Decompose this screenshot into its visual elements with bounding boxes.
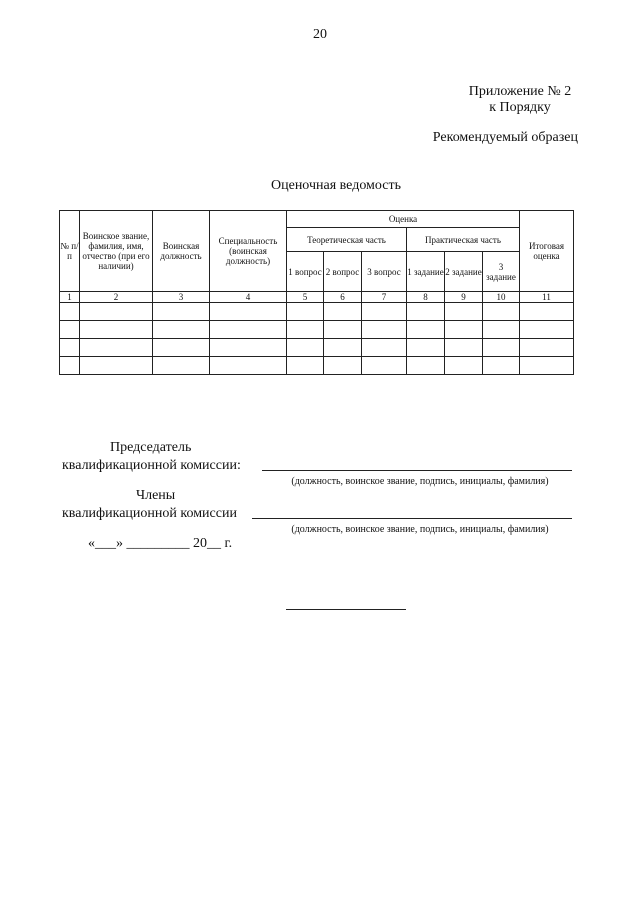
table-row bbox=[60, 303, 574, 321]
chair-signature-line[interactable] bbox=[262, 470, 572, 471]
table-cell[interactable] bbox=[520, 357, 574, 375]
header-num: № п/п bbox=[60, 211, 80, 292]
appendix-subtitle: к Порядку bbox=[489, 100, 551, 115]
table-cell[interactable] bbox=[153, 357, 210, 375]
members-signature-line[interactable] bbox=[252, 518, 572, 519]
table-row bbox=[60, 339, 574, 357]
table-cell[interactable] bbox=[407, 321, 445, 339]
members-commission-label: квалификационной комиссии bbox=[62, 506, 237, 521]
column-number: 3 bbox=[153, 292, 210, 303]
table-cell[interactable] bbox=[60, 321, 80, 339]
column-number: 1 bbox=[60, 292, 80, 303]
chair-commission-label: квалификационной комиссии: bbox=[62, 458, 241, 473]
table-row bbox=[60, 321, 574, 339]
header-question-1: 1 вопрос bbox=[287, 252, 324, 292]
column-number: 6 bbox=[324, 292, 362, 303]
table-cell[interactable] bbox=[407, 339, 445, 357]
table-cell[interactable] bbox=[362, 339, 407, 357]
members-title: Члены bbox=[136, 488, 176, 503]
header-task-1: 1 задание bbox=[407, 252, 445, 292]
column-number: 8 bbox=[407, 292, 445, 303]
document-title: Оценочная ведомость bbox=[271, 178, 401, 193]
column-number: 7 bbox=[362, 292, 407, 303]
table-cell[interactable] bbox=[324, 321, 362, 339]
appendix-title: Приложение № 2 bbox=[468, 84, 572, 99]
table-cell[interactable] bbox=[80, 339, 153, 357]
column-number: 4 bbox=[210, 292, 287, 303]
table-cell[interactable] bbox=[407, 357, 445, 375]
table-cell[interactable] bbox=[324, 339, 362, 357]
column-number-row bbox=[60, 292, 574, 303]
header-final-grade: Итоговая оценка bbox=[520, 211, 574, 292]
table-cell[interactable] bbox=[60, 303, 80, 321]
header-task-2: 2 задание bbox=[445, 252, 483, 292]
table-cell[interactable] bbox=[362, 357, 407, 375]
table-cell[interactable] bbox=[80, 321, 153, 339]
table-cell[interactable] bbox=[287, 357, 324, 375]
members-signature-hint: (должность, воинское звание, подпись, инициалы, фамилия) bbox=[291, 524, 549, 535]
table-cell[interactable] bbox=[520, 321, 574, 339]
column-number: 9 bbox=[445, 292, 483, 303]
table-cell[interactable] bbox=[445, 357, 483, 375]
chair-signature-hint: (должность, воинское звание, подпись, инициалы, фамилия) bbox=[291, 476, 549, 487]
table-cell[interactable] bbox=[60, 357, 80, 375]
table-cell[interactable] bbox=[287, 339, 324, 357]
table-cell[interactable] bbox=[445, 303, 483, 321]
table-cell[interactable] bbox=[153, 303, 210, 321]
table-cell[interactable] bbox=[445, 339, 483, 357]
header-name: Воинское звание, фамилия, имя, отчество (при его наличии) bbox=[80, 211, 153, 292]
table-cell[interactable] bbox=[153, 321, 210, 339]
table-cell[interactable] bbox=[445, 321, 483, 339]
table-cell[interactable] bbox=[210, 339, 287, 357]
table-cell[interactable] bbox=[324, 303, 362, 321]
bottom-rule bbox=[286, 609, 406, 610]
table-cell[interactable] bbox=[153, 339, 210, 357]
table-cell[interactable] bbox=[324, 357, 362, 375]
table-cell[interactable] bbox=[520, 303, 574, 321]
page-number: 20 bbox=[313, 27, 327, 42]
column-number: 2 bbox=[80, 292, 153, 303]
column-number: 11 bbox=[520, 292, 574, 303]
grade-sheet-table bbox=[59, 210, 574, 375]
table-cell[interactable] bbox=[362, 321, 407, 339]
header-practice: Практическая часть bbox=[407, 228, 520, 252]
header-position: Воинская должность bbox=[153, 211, 210, 292]
table-cell[interactable] bbox=[210, 357, 287, 375]
table-cell[interactable] bbox=[483, 339, 520, 357]
table-cell[interactable] bbox=[407, 303, 445, 321]
table-row bbox=[60, 357, 574, 375]
table-cell[interactable] bbox=[80, 303, 153, 321]
table-cell[interactable] bbox=[483, 303, 520, 321]
header-specialty: Специальность (воинская должность) bbox=[210, 211, 287, 292]
table-cell[interactable] bbox=[483, 321, 520, 339]
header-question-3: 3 вопрос bbox=[362, 252, 407, 292]
table-cell[interactable] bbox=[210, 321, 287, 339]
column-number: 5 bbox=[287, 292, 324, 303]
header-task-3: 3 задание bbox=[483, 252, 520, 292]
table-cell[interactable] bbox=[210, 303, 287, 321]
date-line: «___» _________ 20__ г. bbox=[88, 536, 233, 551]
table-cell[interactable] bbox=[60, 339, 80, 357]
table-cell[interactable] bbox=[362, 303, 407, 321]
table-cell[interactable] bbox=[483, 357, 520, 375]
header-question-2: 2 вопрос bbox=[324, 252, 362, 292]
table-cell[interactable] bbox=[80, 357, 153, 375]
header-grade-group: Оценка bbox=[287, 211, 520, 228]
chair-title: Председатель bbox=[110, 440, 192, 455]
table-cell[interactable] bbox=[287, 321, 324, 339]
table-cell[interactable] bbox=[287, 303, 324, 321]
column-number: 10 bbox=[483, 292, 520, 303]
table-cell[interactable] bbox=[520, 339, 574, 357]
header-theory: Теоретическая часть bbox=[287, 228, 407, 252]
recommended-sample-note: Рекомендуемый образец bbox=[432, 130, 578, 145]
